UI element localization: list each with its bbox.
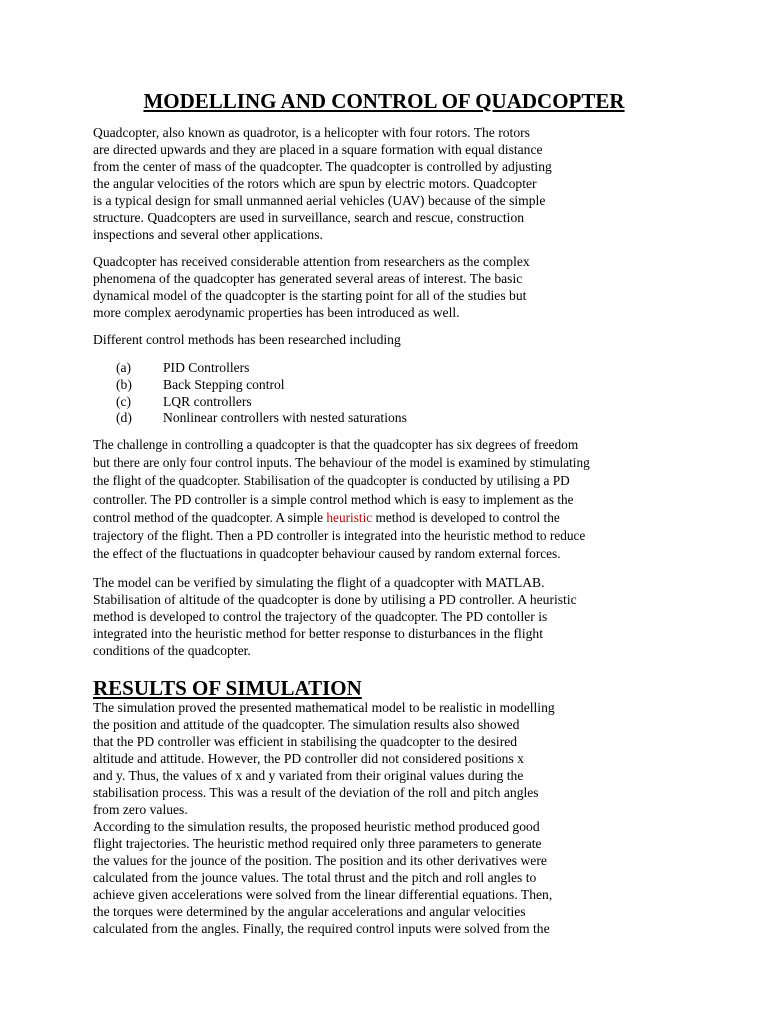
model-paragraph xyxy=(93,574,577,659)
text-line: integrated into the heuristic method for better response to disturbances in the flight xyxy=(93,626,543,641)
text-line: structure. Quadcopters are used in surveillance, search and rescue, construction xyxy=(93,210,525,225)
text-line: Stabilisation of altitude of the quadcopter is done by utilising a PD controller. A heuristic xyxy=(93,592,577,607)
text-line: but there are only four control inputs. The behaviour of the model is examined by stimulating xyxy=(93,455,590,471)
text-line: from zero values. xyxy=(93,802,188,817)
text-line: Quadcopter, also known as quadrotor, is a helicopter with four rotors. The rotors xyxy=(93,125,530,140)
results-paragraph xyxy=(93,699,555,937)
document-title: MODELLING AND CONTROL OF QUADCOPTER xyxy=(143,89,625,113)
text-line: inspections and several other applications. xyxy=(93,227,323,242)
text-line: calculated from the angles. Finally, the required control inputs were solved from the xyxy=(93,921,550,936)
text-line: are directed upwards and they are placed in a square formation with equal distance xyxy=(93,142,543,157)
results-heading: RESULTS OF SIMULATION xyxy=(93,676,362,700)
text-line: The simulation proved the presented mathematical model to be realistic in modelling xyxy=(93,700,555,715)
text-line: the values for the jounce of the position. The position and its other derivatives were xyxy=(93,853,547,868)
challenge-paragraph xyxy=(93,436,590,563)
text-line: more complex aerodynamic properties has been introduced as well. xyxy=(93,305,460,320)
text-line: that the PD controller was efficient in stabilising the quadcopter to the desired xyxy=(93,734,518,749)
text-line: achieve given accelerations were solved from the linear differential equations. Then, xyxy=(93,887,553,902)
text-line: phenomena of the quadcopter has generated several areas of interest. The basic xyxy=(93,271,523,286)
text-line: stabilisation process. This was a result of the deviation of the roll and pitch angles xyxy=(93,785,539,800)
text-line: the torques were determined by the angular accelerations and angular velocities xyxy=(93,904,526,919)
text-line: Different control methods has been researched including xyxy=(93,332,401,347)
text-line: method is developed to control the trajectory of the quadcopter. The PD contoller is xyxy=(93,609,548,624)
text-line: flight trajectories. The heuristic method required only three parameters to generate xyxy=(93,836,542,851)
list-text: LQR controllers xyxy=(163,393,252,409)
text-line: and y. Thus, the values of x and y variated from their original values during the xyxy=(93,768,524,783)
text-line: Quadcopter has received considerable attention from researchers as the complex xyxy=(93,254,530,269)
text-line: trajectory of the flight. Then a PD controller is integrated into the heuristic method to reduce xyxy=(93,527,586,543)
text-line: the position and attitude of the quadcopter. The simulation results also showed xyxy=(93,717,520,732)
list-marker: (a) xyxy=(116,360,132,375)
text-line: The challenge in controlling a quadcopter is that the quadcopter has six degrees of freedom xyxy=(93,437,579,452)
text-line xyxy=(93,509,590,527)
text-line: is a typical design for small unmanned aerial vehicles (UAV) because of the simple xyxy=(93,193,546,208)
text-span: method is developed to control the xyxy=(372,509,560,525)
text-line: the effect of the fluctuations in quadcopter behaviour caused by random external forces. xyxy=(93,546,561,562)
list-text: PID Controllers xyxy=(163,360,250,375)
attention-paragraph xyxy=(93,253,530,321)
list-marker: (c) xyxy=(116,393,132,409)
text-line: controller. The PD controller is a simple control method which is easy to implement as the xyxy=(93,491,574,507)
intro-paragraph xyxy=(93,124,552,243)
text-line: According to the simulation results, the proposed heuristic method produced good xyxy=(93,819,540,834)
highlighted-word: heuristic xyxy=(326,509,373,525)
text-line: calculated from the jounce values. The total thrust and the pitch and roll angles to xyxy=(93,870,537,885)
text-line: the angular velocities of the rotors which are spun by electric motors. Quadcopter xyxy=(93,176,537,191)
methods-intro xyxy=(93,331,401,348)
list-text: Nonlinear controllers with nested saturations xyxy=(163,410,407,426)
list-marker: (d) xyxy=(116,410,132,426)
text-line: The model can be verified by simulating the flight of a quadcopter with MATLAB. xyxy=(93,575,545,590)
text-line: dynamical model of the quadcopter is the starting point for all of the studies but xyxy=(93,288,527,303)
text-line: conditions of the quadcopter. xyxy=(93,643,251,658)
list-text: Back Stepping control xyxy=(163,376,285,392)
list-marker: (b) xyxy=(116,376,132,392)
text-line: altitude and attitude. However, the PD controller did not considered positions x xyxy=(93,751,524,766)
text-span: control method of the quadcopter. A simple xyxy=(93,509,327,525)
text-line: the flight of the quadcopter. Stabilisation of the quadcopter is conducted by utilising a PD xyxy=(93,473,570,489)
text-line: from the center of mass of the quadcopter. The quadcopter is controlled by adjusting xyxy=(93,159,552,174)
